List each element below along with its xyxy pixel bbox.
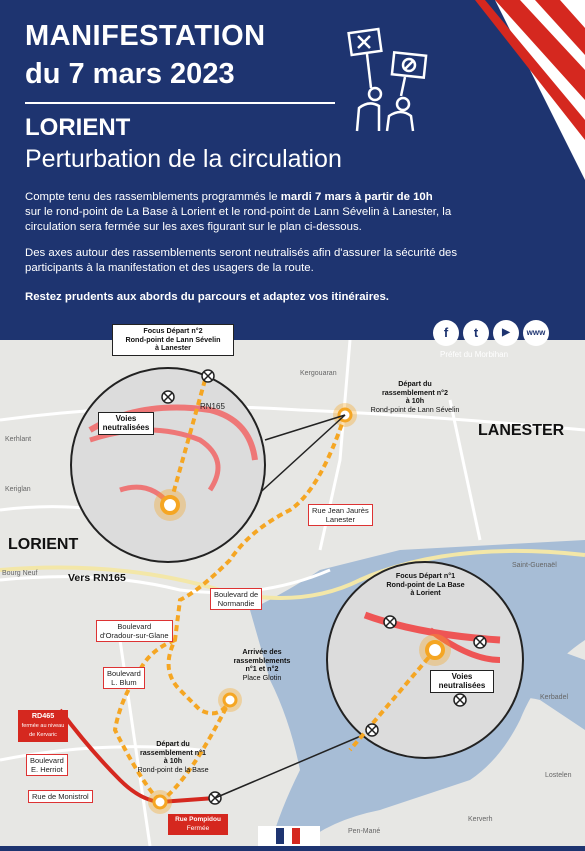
depart2-l4: Rond-point de Lann Sévelin: [370, 404, 460, 414]
depart2-label: [365, 380, 465, 414]
focus2-sub1: Rond-point de Lann Sévelin: [125, 334, 221, 344]
bd-blum-label: [103, 667, 145, 689]
safety-paragraph: [25, 246, 560, 276]
city-name: LORIENT: [25, 114, 131, 141]
place-lostelen: Lostelen: [545, 772, 572, 779]
caution-paragraph: Restez prudents aux abords du parcours et adaptez vos itinéraires.: [25, 291, 389, 303]
title-line1: MANIFESTATION: [25, 20, 266, 52]
facebook-icon[interactable]: f: [433, 320, 459, 346]
youtube-icon[interactable]: ▶: [493, 320, 519, 346]
bd-oradour-label: [96, 620, 173, 642]
depart2-l3: à 10h: [405, 396, 425, 405]
para1-line3: circulation sera fermée sur les axes figurant sur le plan ci-dessous.: [25, 221, 362, 233]
place-kerverh: Kerverh: [468, 816, 493, 823]
bd-herriot-l1: Boulevard: [30, 756, 64, 765]
prefet-caption: Préfet du Morbihan: [440, 350, 509, 359]
depart1-l4: Rond-point de la Base: [137, 764, 209, 774]
para2-line1: Des axes autour des rassemblements seront neutralisés afin d'assurer la sécurité des: [25, 247, 458, 259]
bd-herriot-label: [26, 754, 68, 776]
rue-monistrol-label: Rue de Monistrol: [28, 790, 93, 803]
rue-pompidou-l2: Fermée: [186, 824, 210, 832]
bd-blum-l1: Boulevard: [107, 669, 141, 678]
lanester-label: LANESTER: [478, 422, 565, 439]
place-kerhlant: Kerhlant: [5, 436, 32, 443]
place-kergouaran: Kergouaran: [300, 370, 337, 377]
depart1-label: [128, 740, 218, 774]
rue-jean-jaures-label: [308, 504, 373, 526]
rd465-l2: fermée au niveau: [21, 722, 65, 729]
rn165-label: RN165: [200, 402, 225, 411]
bd-normandie-label: [210, 588, 262, 610]
subtitle: Perturbation de la circulation: [25, 145, 342, 173]
rd465-label: [18, 710, 68, 742]
header: [0, 0, 585, 370]
rue-pompidou-label: [168, 814, 228, 835]
para2-line2: participants à la manifestation et des usagers de la route.: [25, 262, 314, 274]
focus1-title: Focus Départ n°1: [395, 571, 456, 580]
arrivee-l4: Place Glotin: [242, 672, 282, 682]
depart2-l2: rassemblement n°2: [382, 387, 448, 397]
place-pen-mane: Pen-Mané: [348, 828, 381, 835]
place-bourg-neuf: Bourg Neuf: [2, 570, 38, 577]
bd-normandie-l1: Boulevard de: [214, 590, 259, 599]
focus1-label: [378, 572, 473, 598]
rue-pompidou-l1: Rue Pompidou: [175, 816, 221, 823]
website-icon[interactable]: www: [523, 320, 549, 346]
bd-blum-l2: L. Blum: [111, 678, 137, 687]
voies-neutralisees-label-2: Voies neutralisées: [98, 412, 154, 435]
bd-oradour-l2: d'Oradour-sur-Glane: [100, 631, 169, 640]
depart1-l1: Départ du: [156, 739, 190, 748]
rue-jean-jaures-l1: Rue Jean Jaurès: [312, 506, 369, 515]
focus1-sub2: à Lorient: [410, 588, 441, 597]
title-line2: du 7 mars 2023: [25, 58, 235, 90]
rd465-l1: RD465: [31, 711, 55, 720]
para1-date: mardi 7 mars à partir de 10h: [280, 191, 433, 203]
arrivee-label: [222, 648, 302, 682]
protesters-icon: [345, 26, 435, 136]
para1-text: Compte tenu des rassemblements programmés le: [25, 191, 281, 203]
rd465-l3: de Kervaric: [29, 732, 57, 738]
lorient-label: LORIENT: [8, 536, 79, 553]
twitter-icon[interactable]: t: [463, 320, 489, 346]
depart1-l2: rassemblement n°1: [140, 747, 206, 757]
arrivee-l1: Arrivée des: [242, 647, 282, 656]
republique-logo: [258, 826, 320, 846]
focus2-sub2: à Lanester: [155, 343, 191, 352]
arrivee-l2: rassemblements: [233, 655, 291, 665]
intro-paragraph: [25, 190, 560, 235]
depart2-l1: Départ du: [398, 379, 432, 388]
bd-oradour-l1: Boulevard: [117, 622, 152, 631]
red-white-stripes: [435, 0, 585, 180]
place-kerbadel: Kerbadel: [540, 694, 569, 701]
voies-neutralisees-label-1: Voies neutralisées: [430, 670, 494, 693]
rue-jean-jaures-l2: Lanester: [325, 515, 355, 524]
bd-normandie-l2: Normandie: [217, 599, 255, 608]
focus1-sub1: Rond-point de La Base: [386, 579, 465, 589]
arrivee-l3: n°1 et n°2: [245, 664, 279, 673]
para1-line2: sur le rond-point de La Base à Lorient et le rond-point de Lann Sévelin à Lanester, la: [25, 206, 452, 218]
place-keriglan: Keriglan: [5, 486, 31, 493]
bd-herriot-l2: E. Herriot: [31, 765, 63, 774]
place-saint-guenael: Saint-Guenaël: [512, 562, 557, 569]
focus2-label: [112, 324, 234, 356]
vers-rn165-label: Vers RN165: [68, 572, 126, 584]
title-divider: [25, 102, 335, 104]
focus2-title: Focus Départ n°2: [143, 326, 203, 335]
depart1-l3: à 10h: [163, 756, 183, 765]
